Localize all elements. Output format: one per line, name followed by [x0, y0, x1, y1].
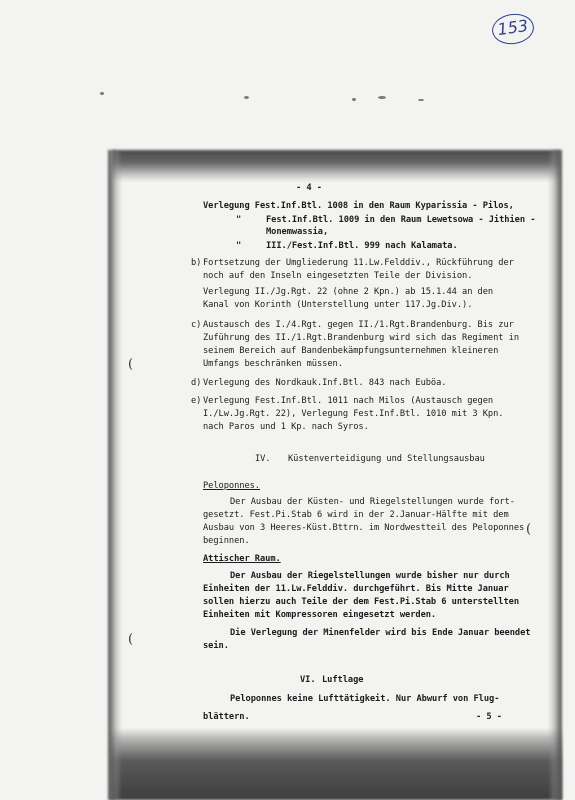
text-line: Umfangs beschränken müssen. — [203, 359, 343, 369]
text-line: Verlegung des Nordkauk.Inf.Btl. 843 nach Euböa. — [203, 378, 447, 388]
text-line: Verlegung Fest.Inf.Btl. 1011 nach Milos (Austausch gegen — [203, 396, 494, 406]
text-line: Peloponnes keine Lufttätigkeit. Nur Abwurf von Flug- — [230, 694, 500, 704]
scan-speck — [244, 96, 249, 99]
section-title: Luftlage — [322, 675, 364, 685]
text-line: nach Paros und 1 Kp. nach Syros. — [203, 422, 369, 432]
text-line: Verlegung II./Jg.Rgt. 22 (ohne 2 Kpn.) ab 15.1.44 an den — [203, 287, 494, 297]
scan-speck — [378, 96, 386, 99]
text-line: Einheiten mit Kompressoren eingesetzt werden. — [203, 610, 437, 620]
ditto-mark: " — [236, 241, 242, 251]
text-line: Ausbau von 3 Heeres-Küst.Bttrn. im Nordwestteil des Peloponnes — [203, 523, 525, 533]
item-label: d) — [191, 378, 202, 388]
text-line: gesetzt. Fest.Pi.Stab 6 wird in der 2.Januar-Hälfte mit dem — [203, 510, 509, 520]
item-label: b) — [191, 258, 202, 268]
item-label: c) — [191, 320, 202, 330]
margin-mark: ( — [526, 522, 532, 537]
text-line: blättern. — [203, 712, 250, 722]
text-line: Kanal von Korinth (Unterstellung unter 117.Jg.Div.). — [203, 300, 473, 310]
scan-shadow-bottom — [110, 728, 562, 800]
scan-speck — [418, 99, 424, 101]
section-number: VI. — [300, 675, 316, 685]
text-line: sein. — [203, 641, 229, 651]
text-line: Austausch des I./4.Rgt. gegen II./1.Rgt.Brandenburg. Bis zur — [203, 320, 514, 330]
text-line: noch auf den Inseln eingesetzten Teile der Division. — [203, 271, 473, 281]
text-line: I./Lw.Jg.Rgt. 22), Verlegung Fest.Inf.Btl. 1010 mit 3 Kpn. — [203, 409, 504, 419]
stamp-number: 153 — [496, 15, 530, 40]
scan-shadow-right — [548, 150, 562, 800]
text-line: Der Ausbau der Küsten- und Riegelstellungen wurde fort- — [230, 497, 515, 507]
ditto-mark: " — [236, 215, 242, 225]
text-line: sollen hierzu auch Teile der dem Fest.Pi.Stab 6 unterstellten — [203, 597, 520, 607]
item-label: e) — [191, 396, 202, 406]
scan-speck — [352, 98, 356, 101]
section-number: IV. — [255, 454, 271, 464]
text-line: Zuführung des II./1.Rgt.Brandenburg wird sich das Regiment in — [203, 333, 520, 343]
subsection-heading: Attischer Raum. — [203, 554, 281, 564]
scan-shadow-left — [108, 150, 122, 800]
text-line: beginnen. — [203, 536, 250, 546]
text-line: III./Fest.Inf.Btl. 999 nach Kalamata. — [266, 241, 458, 251]
subsection-heading: Peloponnes. — [203, 481, 260, 491]
text-line: seinem Bereich auf Bandenbekämpfungsunternehmen kleineren — [203, 346, 499, 356]
scan-shadow-top — [112, 150, 560, 182]
text-line: Die Verlegung der Minenfelder wird bis Ende Januar beendet — [230, 628, 531, 638]
scan-speck — [100, 92, 104, 95]
text-line: Verlegung Fest.Inf.Btl. 1008 in den Raum Kyparissia - Pilos, — [203, 201, 514, 211]
text-line: Fest.Inf.Btl. 1009 in den Raum Lewetsowa - Jithien - — [266, 215, 536, 225]
archive-page-stamp — [490, 11, 536, 47]
section-title: Küstenverteidigung und Stellungsausbau — [288, 454, 485, 464]
margin-mark: ( — [128, 632, 134, 647]
margin-mark: ( — [128, 357, 134, 372]
text-line: Der Ausbau der Riegelstellungen wurde bisher nur durch — [230, 571, 510, 581]
page-number-bottom: - 5 - — [476, 712, 502, 722]
text-line: Fortsetzung der Umgliederung 11.Lw.Felddiv., Rückführung der — [203, 258, 514, 268]
text-line: Monemwassia, — [266, 227, 329, 237]
text-line: Einheiten der 11.Lw.Felddiv. durchgeführt. Bis Mitte Januar — [203, 584, 509, 594]
page-number-top: - 4 - — [296, 183, 322, 193]
